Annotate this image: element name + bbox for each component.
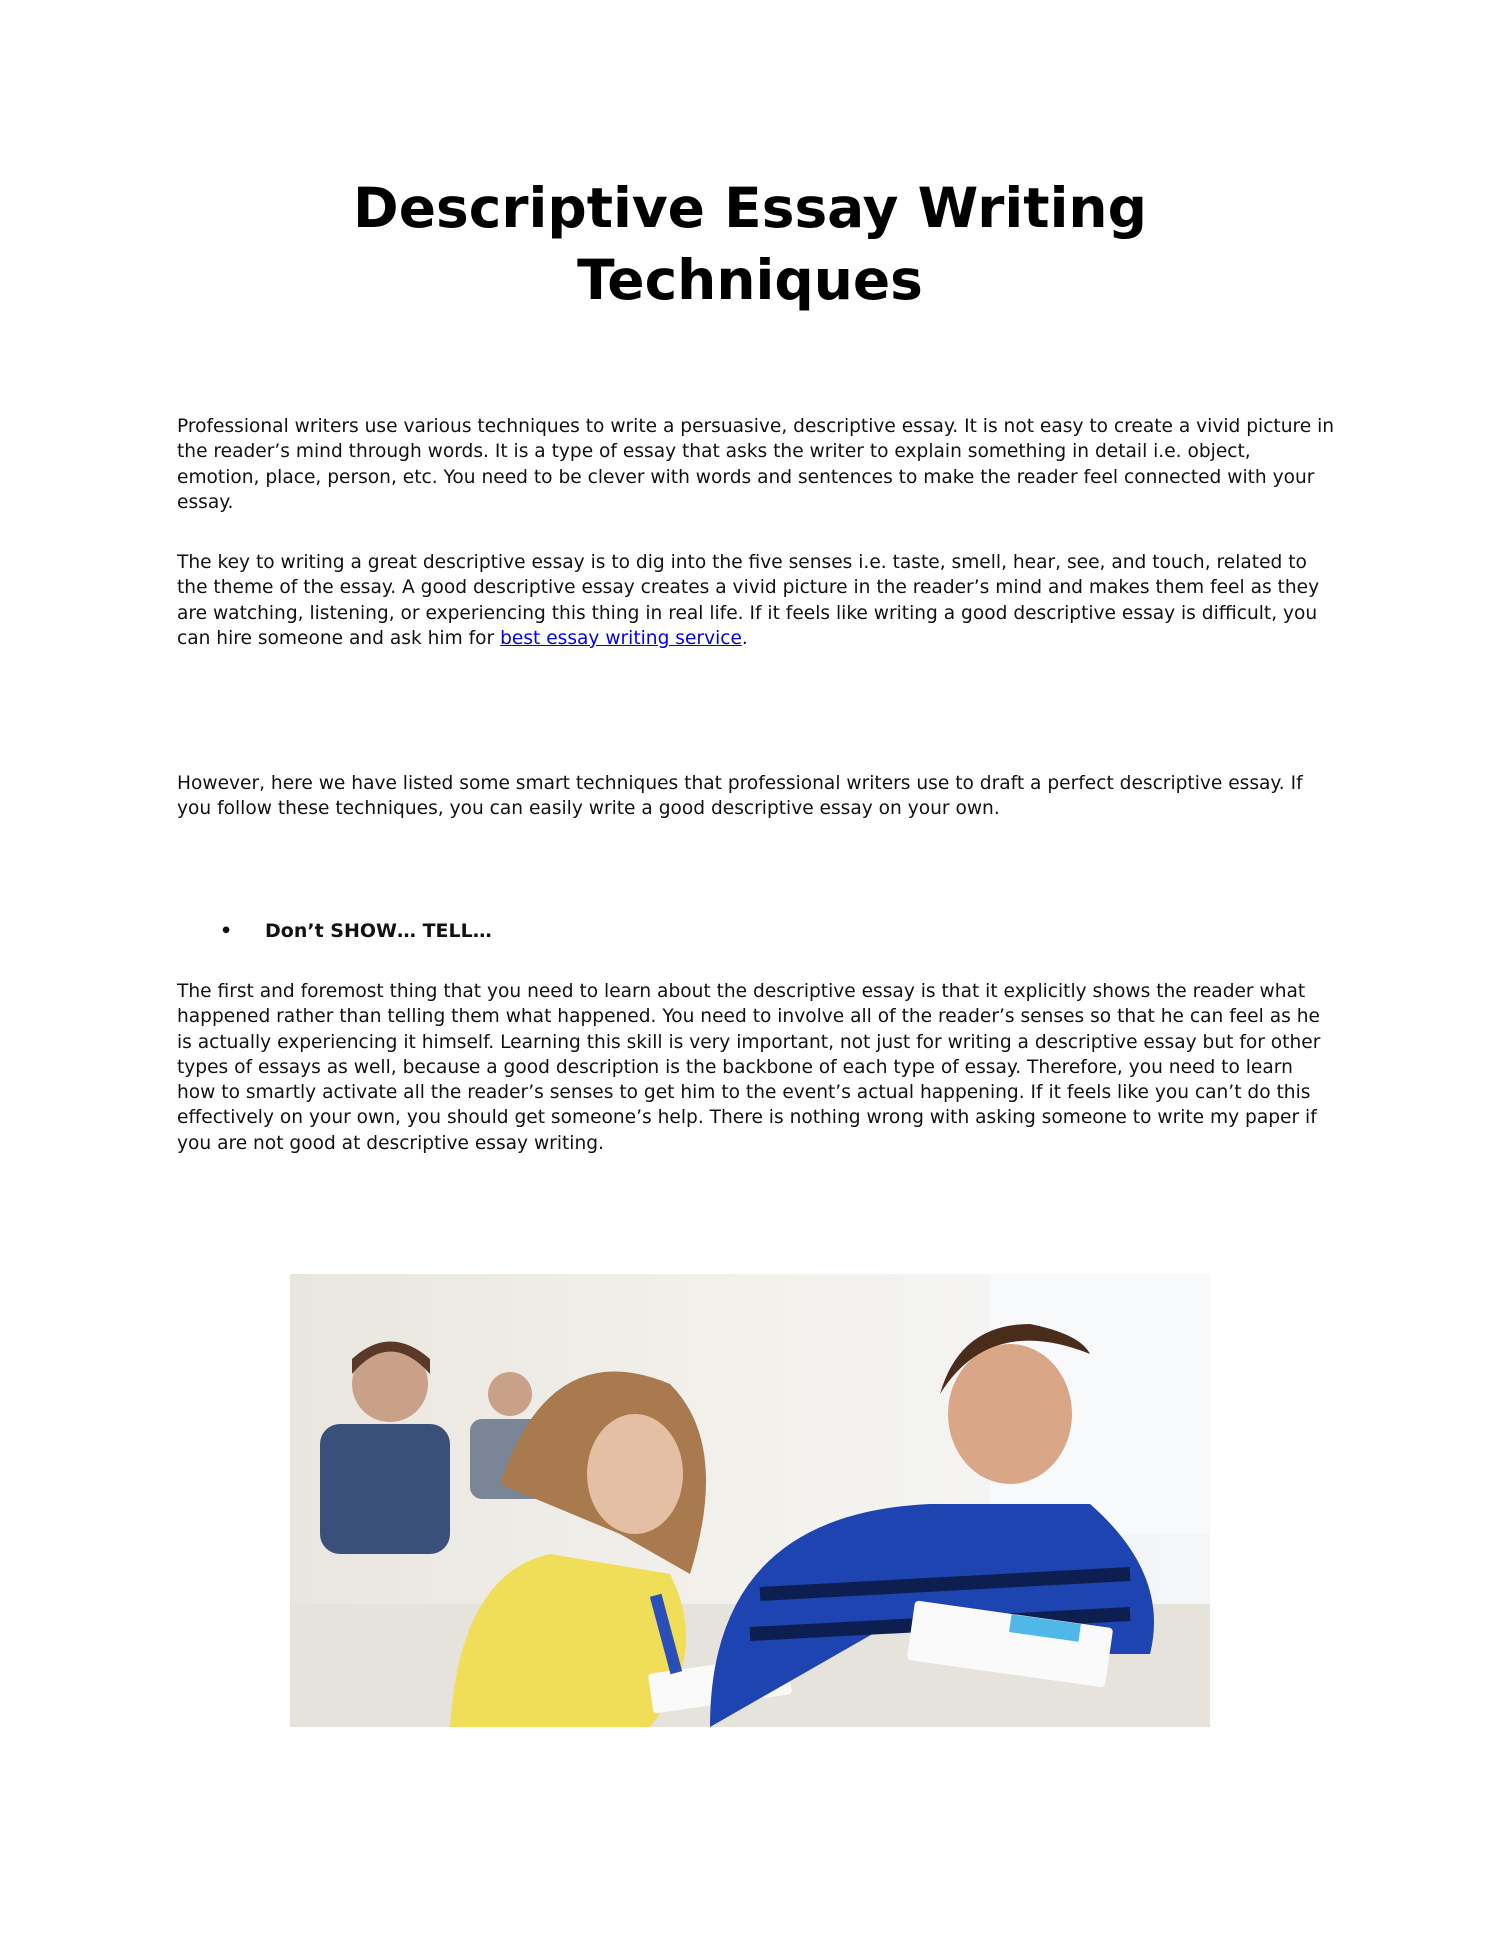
- paragraph-text: The key to writing a great descriptive essay is to dig into the five senses i.e. taste, smell, hear, see, and touch, related to the theme of the essay. A good descriptive essay creates a vivid picture in the reader’s mind and makes them feel as they are watching, listening, or experiencing this thing in real life. If it feels like writing a good descriptive essay is difficult, you can hire someone and ask him for: [177, 552, 1320, 649]
- title-line-1: Descriptive Essay Writing: [353, 176, 1147, 240]
- best-essay-writing-service-link[interactable]: best essay writing service: [500, 627, 742, 649]
- paragraph-senses: [177, 550, 1337, 651]
- paragraph-intro: Professional writers use various techniques to write a persuasive, descriptive essay. It is not easy to create a vivid picture in the reader’s mind through words. It is a type of essay that asks the writer to explain something in detail i.e. object, emotion, place, person, etc. You need to be clever with words and sentences to make the reader feel connected with your essay.: [177, 416, 1335, 513]
- paragraph-techniques: However, here we have listed some smart techniques that professional writers use to draft a perfect descriptive essay. If you follow these techniques, you can easily write a good descriptive essay on your own.: [177, 773, 1303, 820]
- bullet-icon: •: [220, 920, 233, 942]
- page-title: [0, 172, 1500, 316]
- title-line-2: Techniques: [577, 248, 923, 312]
- paragraph-text-end: .: [741, 627, 748, 649]
- students-writing-photo: [290, 1274, 1210, 1727]
- bullet-heading-text: Don’t SHOW… TELL…: [265, 920, 492, 942]
- paragraph-show-tell: The first and foremost thing that you need to learn about the descriptive essay is that it explicitly shows the reader what happened rather than telling them what happened. You need to involve all of the reader’s senses so that he can feel as he is actually experiencing it himself. Learning this skill is very important, not just for writing a descriptive essay but for other types of essays as well, because a good description is the backbone of each type of essay. Therefore, you need to learn how to smartly activate all the reader’s senses to get him to the event’s actual happening. If it feels like you can’t do this effectively on your own, you should get someone’s help. There is nothing wrong with asking someone to write my paper if you are not good at descriptive essay writing.: [177, 981, 1321, 1154]
- bullet-heading: [220, 918, 492, 944]
